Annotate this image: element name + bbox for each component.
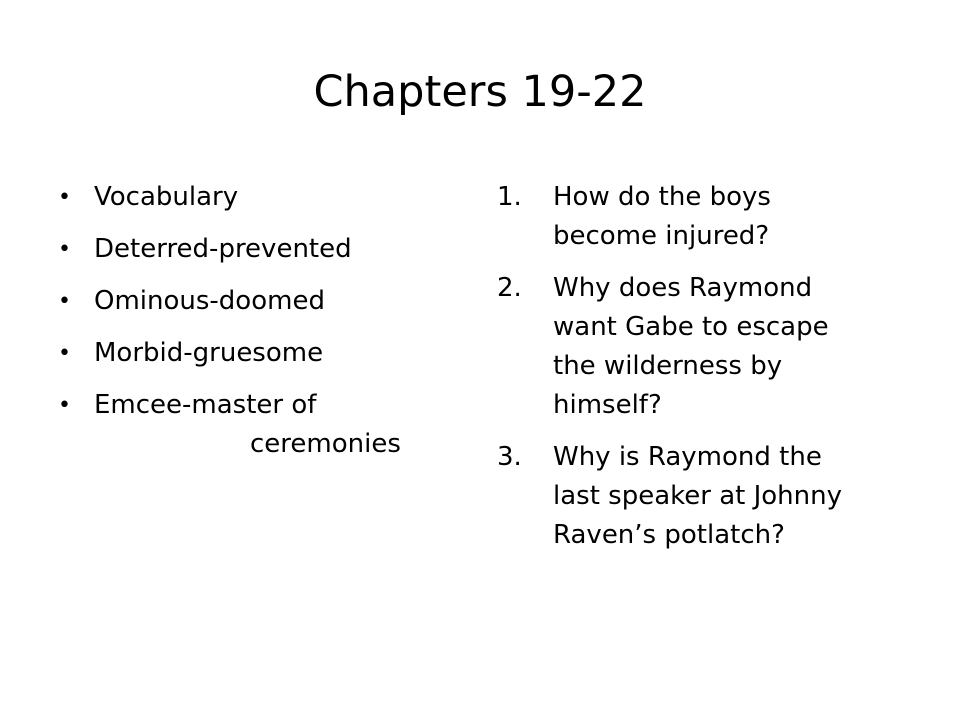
bullet-text: Ominous-doomed <box>94 286 325 316</box>
question-item-1 <box>497 178 917 256</box>
bullet-text: Vocabulary <box>94 182 239 212</box>
question-number: 1. <box>497 182 522 212</box>
question-line: Why is Raymond the <box>553 442 822 472</box>
question-line: become injured? <box>553 221 770 251</box>
question-text <box>553 269 917 425</box>
questions-list <box>497 178 917 555</box>
list-item-deterred <box>58 230 448 269</box>
question-number: 3. <box>497 442 522 472</box>
bullet-icon: • <box>58 393 71 418</box>
list-item-ominous <box>58 282 448 321</box>
bullet-text: Deterred-prevented <box>94 234 352 264</box>
question-text <box>553 178 917 256</box>
vocabulary-list <box>58 178 448 464</box>
question-line: himself? <box>553 390 662 420</box>
bullet-text <box>94 390 448 464</box>
question-text <box>553 438 917 555</box>
vocabulary-column <box>58 178 448 477</box>
list-item-morbid <box>58 334 448 373</box>
bullet-icon: • <box>58 185 71 210</box>
bullet-text-continuation: ceremonies <box>250 429 401 459</box>
question-line: want Gabe to escape <box>553 312 829 342</box>
question-line: last speaker at Johnny <box>553 481 843 511</box>
bullet-icon: • <box>58 289 71 314</box>
slide-title: Chapters 19-22 <box>313 67 647 117</box>
question-line: Raven’s potlatch? <box>553 520 785 550</box>
bullet-text: Morbid-gruesome <box>94 338 324 368</box>
questions-column <box>497 178 917 568</box>
list-item-vocabulary <box>58 178 448 217</box>
bullet-icon: • <box>58 341 71 366</box>
question-item-2 <box>497 269 917 425</box>
list-item-emcee <box>58 386 448 464</box>
question-line: the wilderness by <box>553 351 783 381</box>
bullet-text-line: Emcee-master of <box>94 390 317 420</box>
question-line: How do the boys <box>553 182 771 212</box>
question-item-3 <box>497 438 917 555</box>
question-line: Why does Raymond <box>553 273 813 303</box>
question-number: 2. <box>497 273 522 303</box>
bullet-icon: • <box>58 237 71 262</box>
